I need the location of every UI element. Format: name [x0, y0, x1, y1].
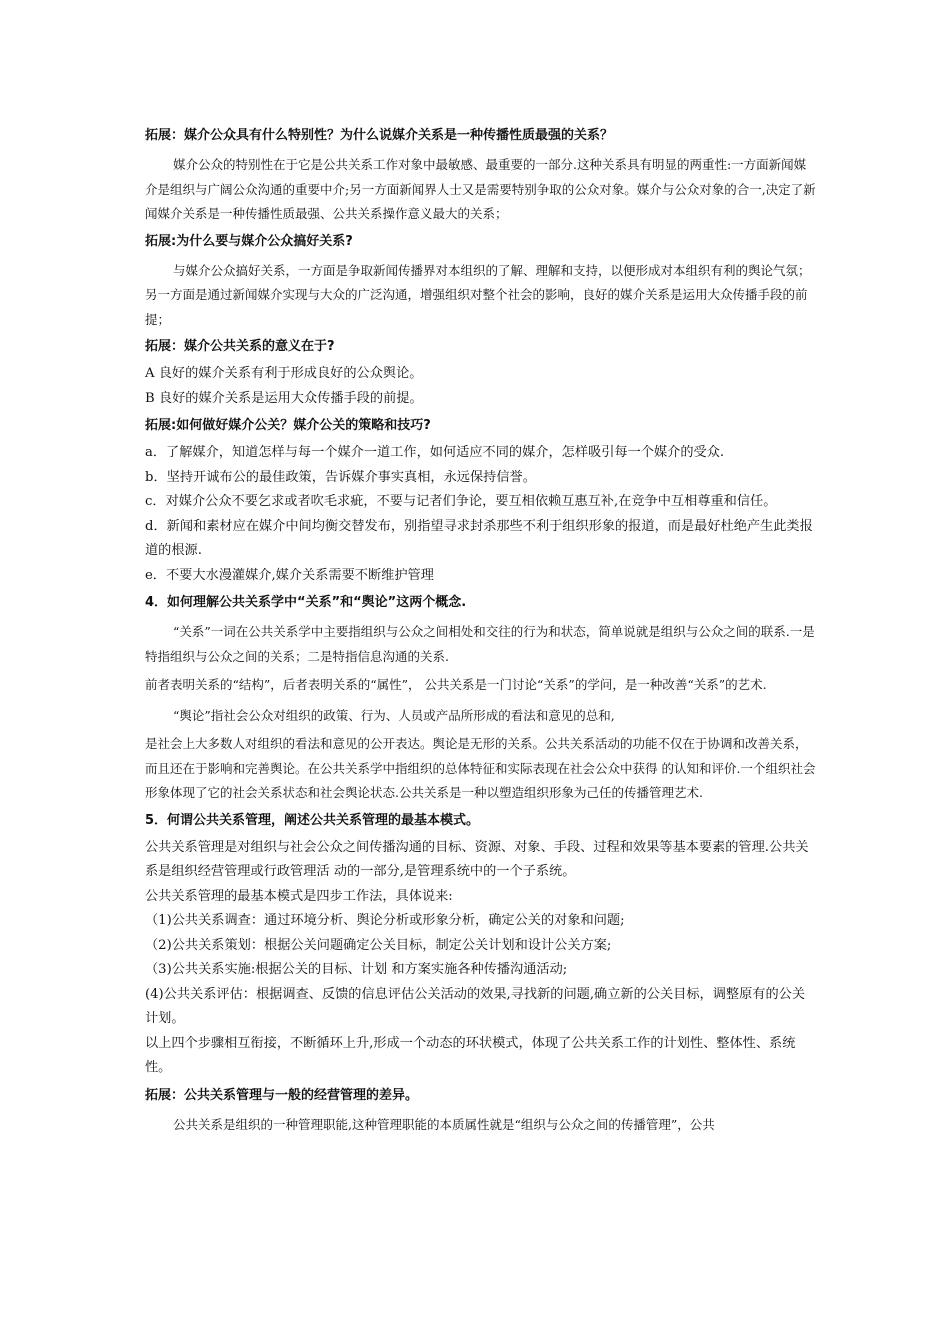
paragraph: 公共关系管理是对组织与社会公众之间传播沟通的目标、资源、对象、手段、过程和效果等基本要素的管理.公共关系是组织经营管理或行政管理活 动的一部分,是管理系统中的一个子系统。 — [145, 839, 809, 879]
section-heading: 拓展:为什么要与媒介公众搞好关系? — [145, 233, 353, 249]
paragraph — [145, 620, 817, 669]
paragraph: c．对媒介公众不要乞求或者吹毛求疵，不要与记者们争论，要互相依赖互惠互补,在竞争中互相尊重和信任。 — [145, 494, 777, 509]
paragraph: B 良好的媒介关系是运用大众传播手段的前提。 — [145, 390, 423, 406]
paragraph-text: 媒介公众的特别性在于它是公共关系工作对象中最敏感、最重要的一部分.这种关系具有明显的两重性:一方面新闻媒介是组织与广阔公众沟通的重要中介;另一方面新闻界人士又是需要特别争取的公众对象。媒介与公众对象的合一,决定了新闻媒介关系是一种传播性质最强、公共关系操作意义最大的关系； — [145, 157, 816, 221]
section-heading: 5．何谓公共关系管理，阐述公共关系管理的最基本模式。 — [145, 812, 480, 828]
section-heading: 拓展：公共关系管理与一般的经营管理的差异。 — [145, 1087, 419, 1103]
section-heading: 拓展：媒介公共关系的意义在于? — [145, 339, 335, 354]
paragraph-text: 公共关系是组织的一种管理职能,这种管理职能的本质属性就是“组织与公众之间的传播管理”，公共 — [173, 1116, 715, 1132]
paragraph — [145, 1113, 817, 1138]
section-heading: 拓展:如何做好媒介公关？媒介公关的策略和技巧? — [145, 418, 431, 433]
document-body — [145, 121, 817, 1141]
paragraph: A 良好的媒介关系有利于形成良好的公众舆论。 — [145, 366, 423, 381]
section-heading: 拓展：媒介公众具有什么特别性？为什么说媒介关系是一种传播性质最强的关系？ — [145, 128, 614, 143]
paragraph: （2)公共关系策划：根据公关问题确定公关目标，制定公关计划和设计公关方案; — [145, 937, 612, 953]
paragraph: 前者表明关系的“结构”，后者表明关系的“属性”， 公共关系是一门讨论“关系”的学问，是一种改善“关系”的艺术. — [145, 677, 767, 692]
paragraph: d．新闻和素材应在媒介中间均衡交替发布，别指望寻求封杀那些不利于组织形象的报道，而是最好杜绝产生此类报道的根源. — [145, 518, 813, 558]
paragraph-text: “舆论”指社会公众对组织的政策、行为、人员或产品所形成的看法和意见的总和, — [173, 707, 615, 723]
paragraph: 是社会上大多数人对组织的看法和意见的公开表达。舆论是无形的关系。公共关系活动的功能不仅在于协调和改善关系，而且还在于影响和完善舆论。在公共关系学中指组织的总体特征和实际表现在社会公众中获得 的认知和评价.一个组织社会形象体现了它的社会关系状态和社会舆论状态.公共关系是一种以塑造组织形象为己任的传播管理艺术. — [145, 736, 816, 800]
paragraph-text: 与媒介公众搞好关系，一方面是争取新闻传播界对本组织的了解、理解和支持，以便形成对本组织有利的舆论气氛；另一方面是通过新闻媒介实现与大众的广泛沟通，增强组织对整个社会的影响，良好的媒介关系是运用大众传播手段的前提； — [145, 262, 811, 327]
paragraph: b．坚持开诚布公的最佳政策，告诉媒介事实真相，永远保持信誉。 — [145, 469, 536, 485]
paragraph — [145, 153, 817, 227]
paragraph: （3)公共关系实施:根据公关的目标、计划 和方案实施各种传播沟通活动; — [145, 962, 568, 977]
section-heading: 4．如何理解公共关系学中“关系”和“舆论”这两个概念. — [145, 595, 467, 610]
paragraph — [145, 704, 817, 729]
paragraph: （1)公共关系调查：通过环境分析、舆论分析或形象分析，确定公关的对象和问题; — [145, 913, 625, 928]
paragraph: a．了解媒介，知道怎样与每一个媒介一道工作，如何适应不同的媒介，怎样吸引每一个媒介的受众. — [145, 445, 725, 460]
paragraph: 以上四个步骤相互衔接，不断循环上升,形成一个动态的环状模式，体现了公共关系工作的计划性、整体性、系统性。 — [145, 1035, 796, 1075]
paragraph-text: “关系”一词在公共关系学中主要指组织与公众之间相处和交往的行为和状态，简单说就是组织与公众之间的联系.一是特指组织与公众之间的关系；二是特指信息沟通的关系. — [145, 624, 815, 664]
paragraph: e．不要大水漫灌媒介,媒介关系需要不断维护管理 — [145, 567, 434, 583]
paragraph: 公共关系管理的最基本模式是四步工作法，具体说来: — [145, 888, 453, 904]
paragraph — [145, 259, 817, 333]
paragraph: (4)公共关系评估：根据调查、反馈的信息评估公关活动的效果,寻找新的问题,确立新的公关目标，调整原有的公关计划。 — [145, 986, 806, 1026]
